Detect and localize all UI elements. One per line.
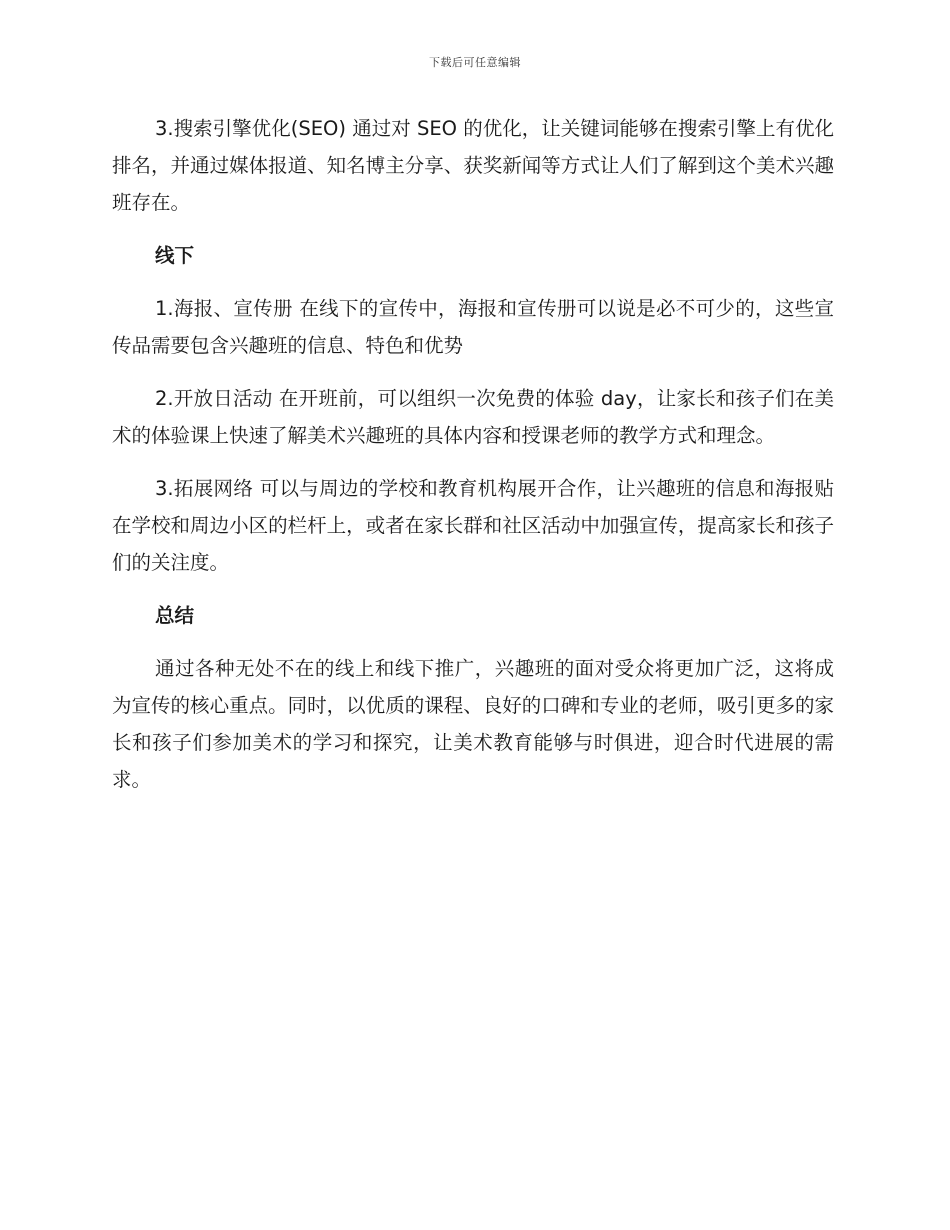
page-header: 下载后可任意编辑 <box>429 56 521 69</box>
paragraph-open-day: 2.开放日活动 在开班前，可以组织一次免费的体验 day，让家长和孩子们在美术的体验课上快速了解美术兴趣班的具体内容和授课老师的教学方式和理念。 <box>112 387 834 447</box>
section-heading-summary: 总结 <box>155 604 195 627</box>
paragraph-summary: 通过各种无处不在的线上和线下推广，兴趣班的面对受众将更加广泛，这将成为宣传的核心重点。同时，以优质的课程、良好的口碑和专业的老师，吸引更多的家长和孩子们参加美术的学习和探究，让美术教育能够与时俱进，迎合时代进展的需求。 <box>112 657 834 791</box>
section-heading-offline: 线下 <box>155 244 195 267</box>
paragraph-network: 3.拓展网络 可以与周边的学校和教育机构展开合作，让兴趣班的信息和海报贴在学校和周边小区的栏杆上，或者在家长群和社区活动中加强宣传，提高家长和孩子们的关注度。 <box>112 477 834 574</box>
document-body <box>112 110 834 814</box>
paragraph-seo: 3.搜索引擎优化(SEO) 通过对 SEO 的优化，让关键词能够在搜索引擎上有优化排名，并通过媒体报道、知名博主分享、获奖新闻等方式让人们了解到这个美术兴趣班存在。 <box>112 117 834 214</box>
paragraph-posters: 1.海报、宣传册 在线下的宣传中，海报和宣传册可以说是必不可少的，这些宣传品需要包含兴趣班的信息、特色和优势 <box>112 297 834 357</box>
